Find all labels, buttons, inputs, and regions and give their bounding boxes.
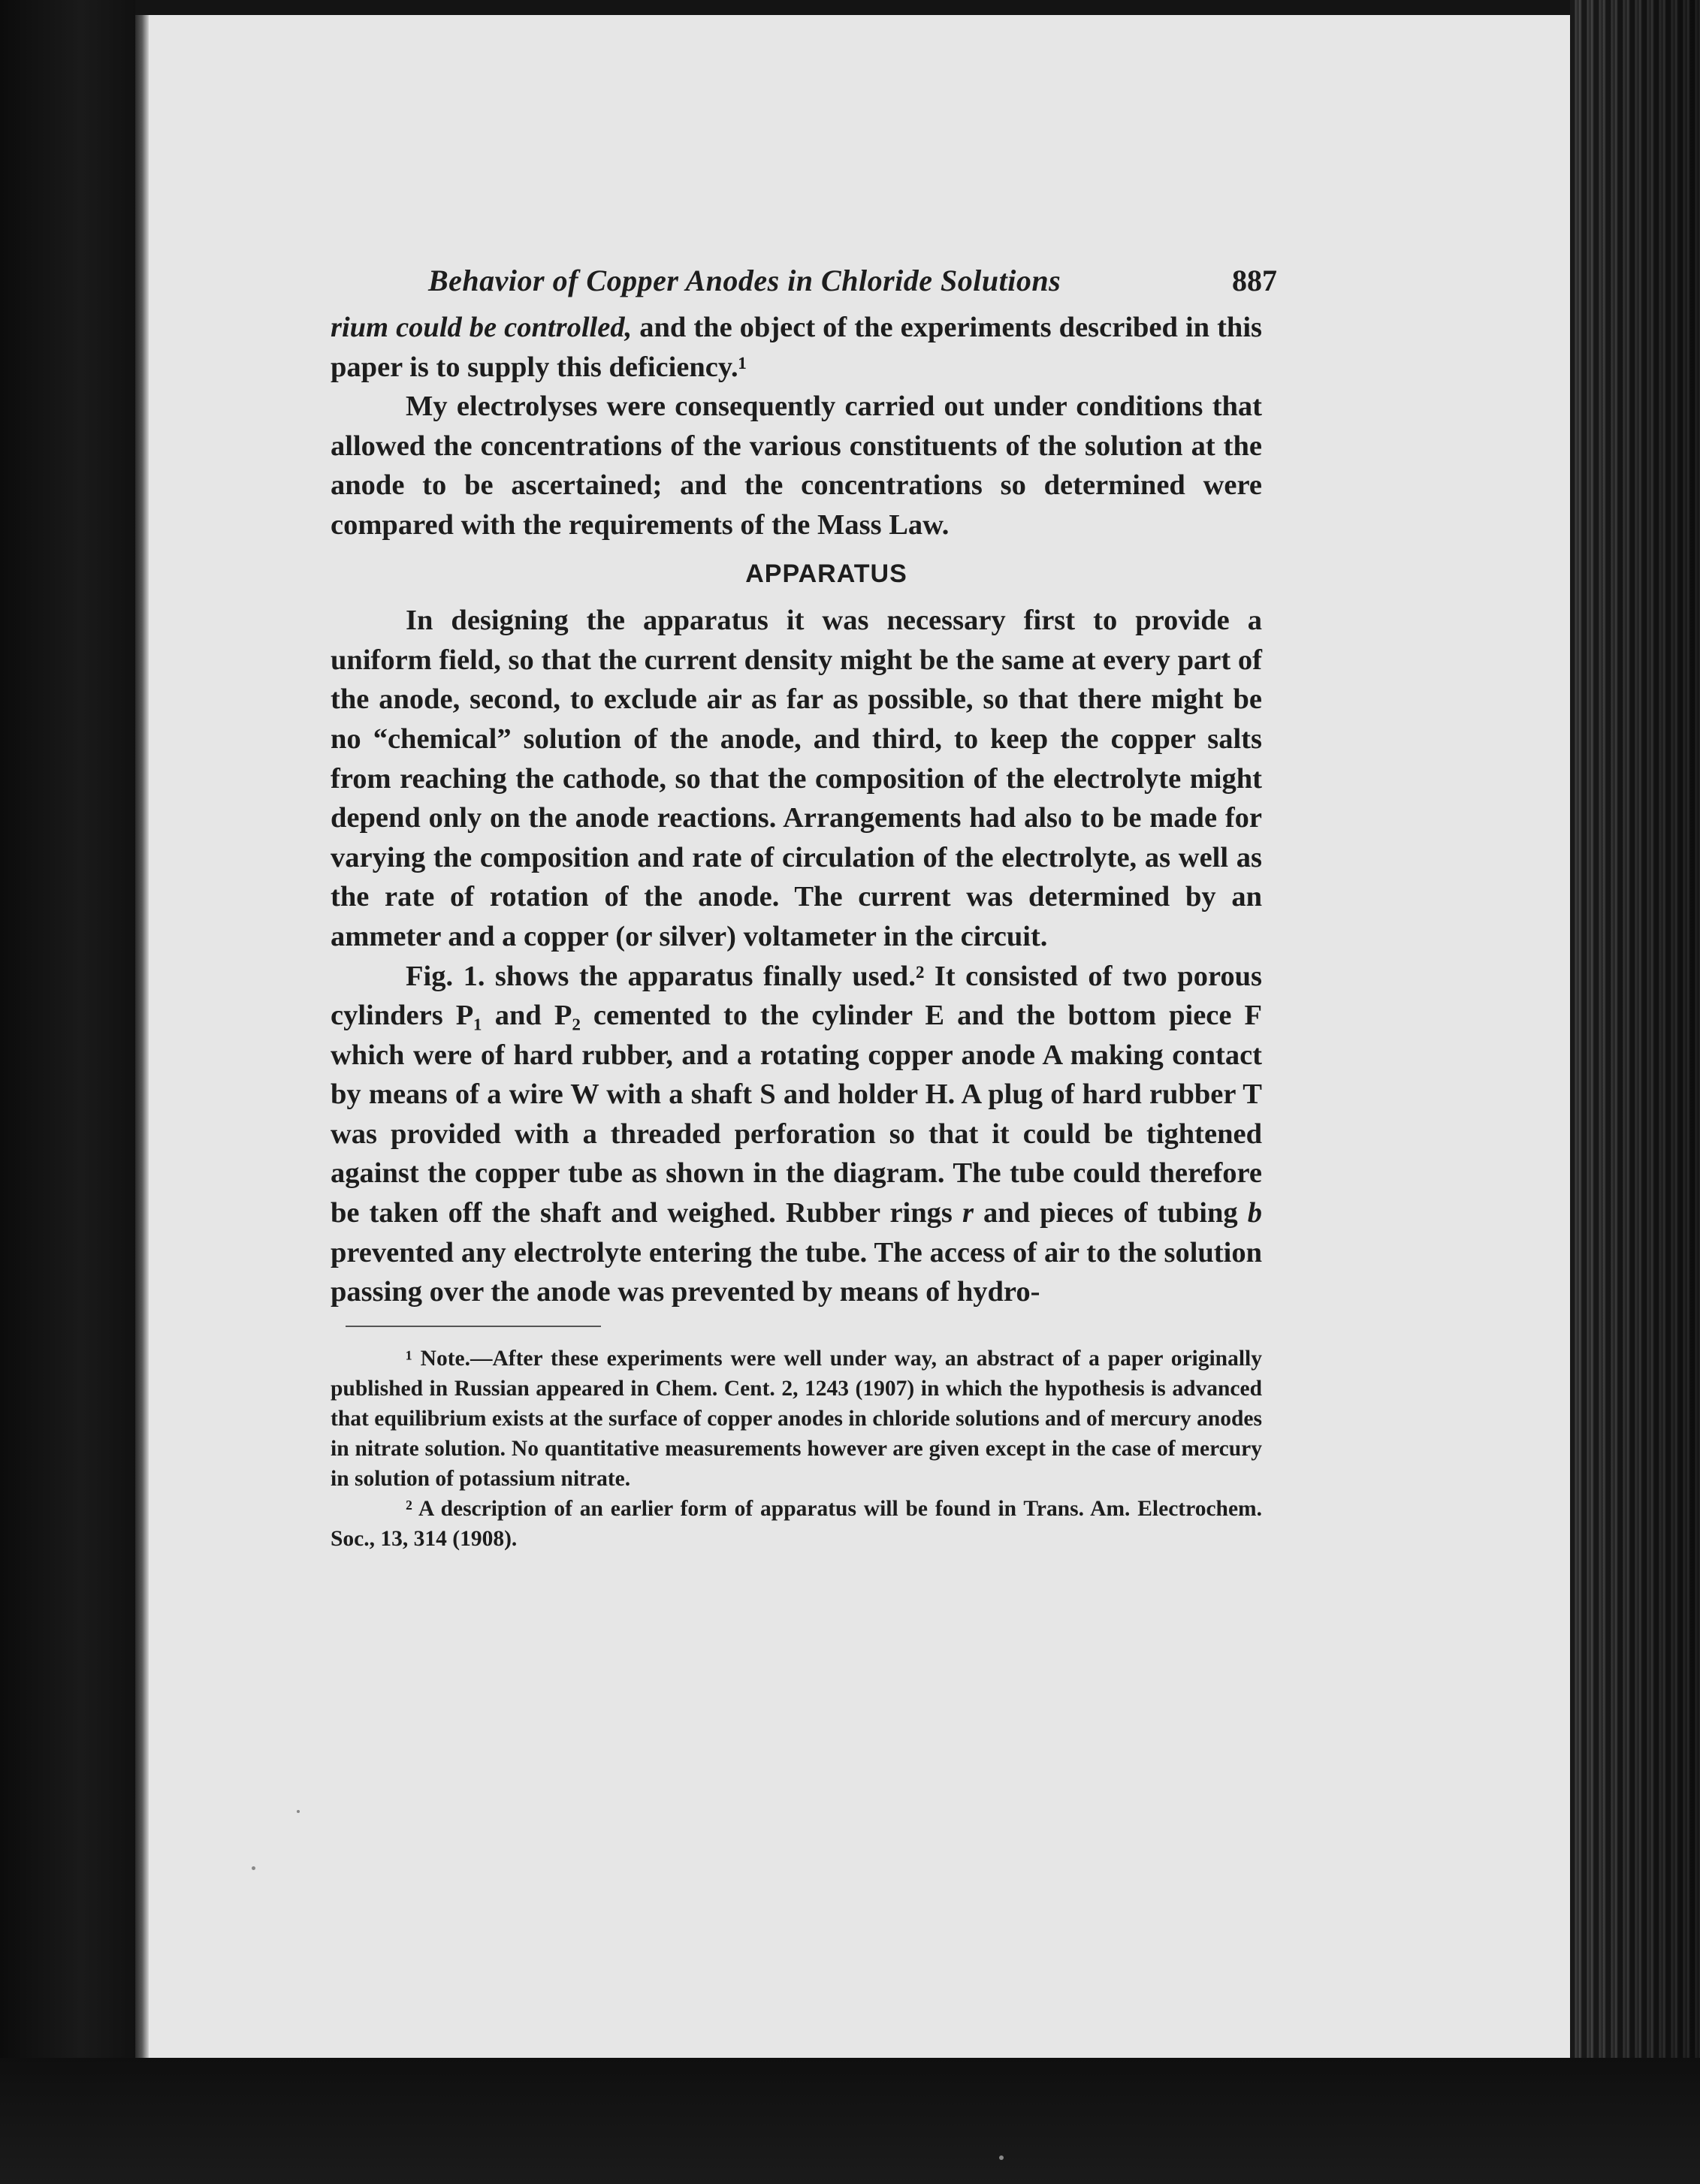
page-content [331, 255, 1277, 1554]
page-number: 887 [1232, 264, 1277, 297]
running-head: Behavior of Copper Anodes in Chloride Solutions [428, 264, 1061, 297]
dust-speck [252, 1866, 255, 1870]
footnote: ² A description of an earlier form of apparatus will be found in Trans. Am. Electrochem. Soc., 13, 314 (1908). [331, 1496, 1262, 1551]
paragraph-text: Fig. 1. shows the apparatus finally used.² It consisted of two porous cylinders P₁ and P₂ cemented to the cylinder E and the bottom piece F which were of hard rubber, and a rotating copper anode A making contact by means of a wire W with a shaft S and holder H. A plug of hard rubber T was provided with a threaded perforation so that it could be tightened against the copper tube as shown in the diagram. The tube could therefore be taken off the shaft and weighed. Rubber rings [331, 960, 1262, 1229]
footnote: ¹ Note.—After these experiments were well under way, an abstract of a paper originally published in Russian appeared in Chem. Cent. 2, 1243 (1907) in which the hypothesis is advanced that equilibrium exists at the surface of copper anodes in chloride solutions and of mercury anodes in nitrate solution. No quantitative measurements however are given except in the case of mercury in solution of potassium nitrate. [331, 1346, 1262, 1491]
paragraph-text: prevented any electrolyte entering the tube. The access of air to the solution passing over the anode was prevented by means of hydro- [331, 1236, 1262, 1308]
italic-phrase: rium could be controlled, [331, 312, 633, 343]
fore-edges-shadow [1570, 0, 1700, 2184]
paragraph-text: and pieces of tubing [973, 1197, 1248, 1229]
dust-speck [999, 2155, 1004, 2160]
paragraph: In designing the apparatus it was necessary first to provide a uniform field, so that the current density might be the same at every part of the anode, second, to exclude air as far as possible, so that there might be no “chemical” solution of the anode, and third, to keep the copper salts from reaching the cathode, so that the composition of the electrolyte might depend only on the anode reactions. Arrangements had also to be made for varying the composition and rate of circulation of the electrolyte, as well as the rate of rotation of the anode. The current was determined by an ammeter and a copper (or silver) voltameter in the circuit. [331, 605, 1262, 952]
italic-symbol: r [962, 1197, 974, 1229]
paragraph: My electrolyses were consequently carried out under conditions that allowed the concentrations of the various constituents of the solution at the anode to be ascertained; and the concentrations so determined were compared with the requirements of the Mass Law. [331, 391, 1262, 541]
paragraph [331, 308, 1262, 387]
footnote-rule [346, 1326, 601, 1327]
paragraph-text: and the object of the experiments described in this paper is to supply this deficiency.¹ [331, 312, 1262, 383]
bottom-dark-margin [0, 2058, 1700, 2184]
page-header [331, 255, 1277, 308]
italic-symbol: b [1247, 1197, 1262, 1229]
left-dark-margin [0, 0, 135, 2184]
body-text [331, 308, 1262, 1312]
section-heading: APPARATUS [745, 559, 907, 588]
paragraph [331, 957, 1262, 1312]
page-gutter-shadow [135, 15, 149, 2058]
footnotes [331, 1344, 1262, 1554]
dust-speck [297, 1810, 300, 1813]
